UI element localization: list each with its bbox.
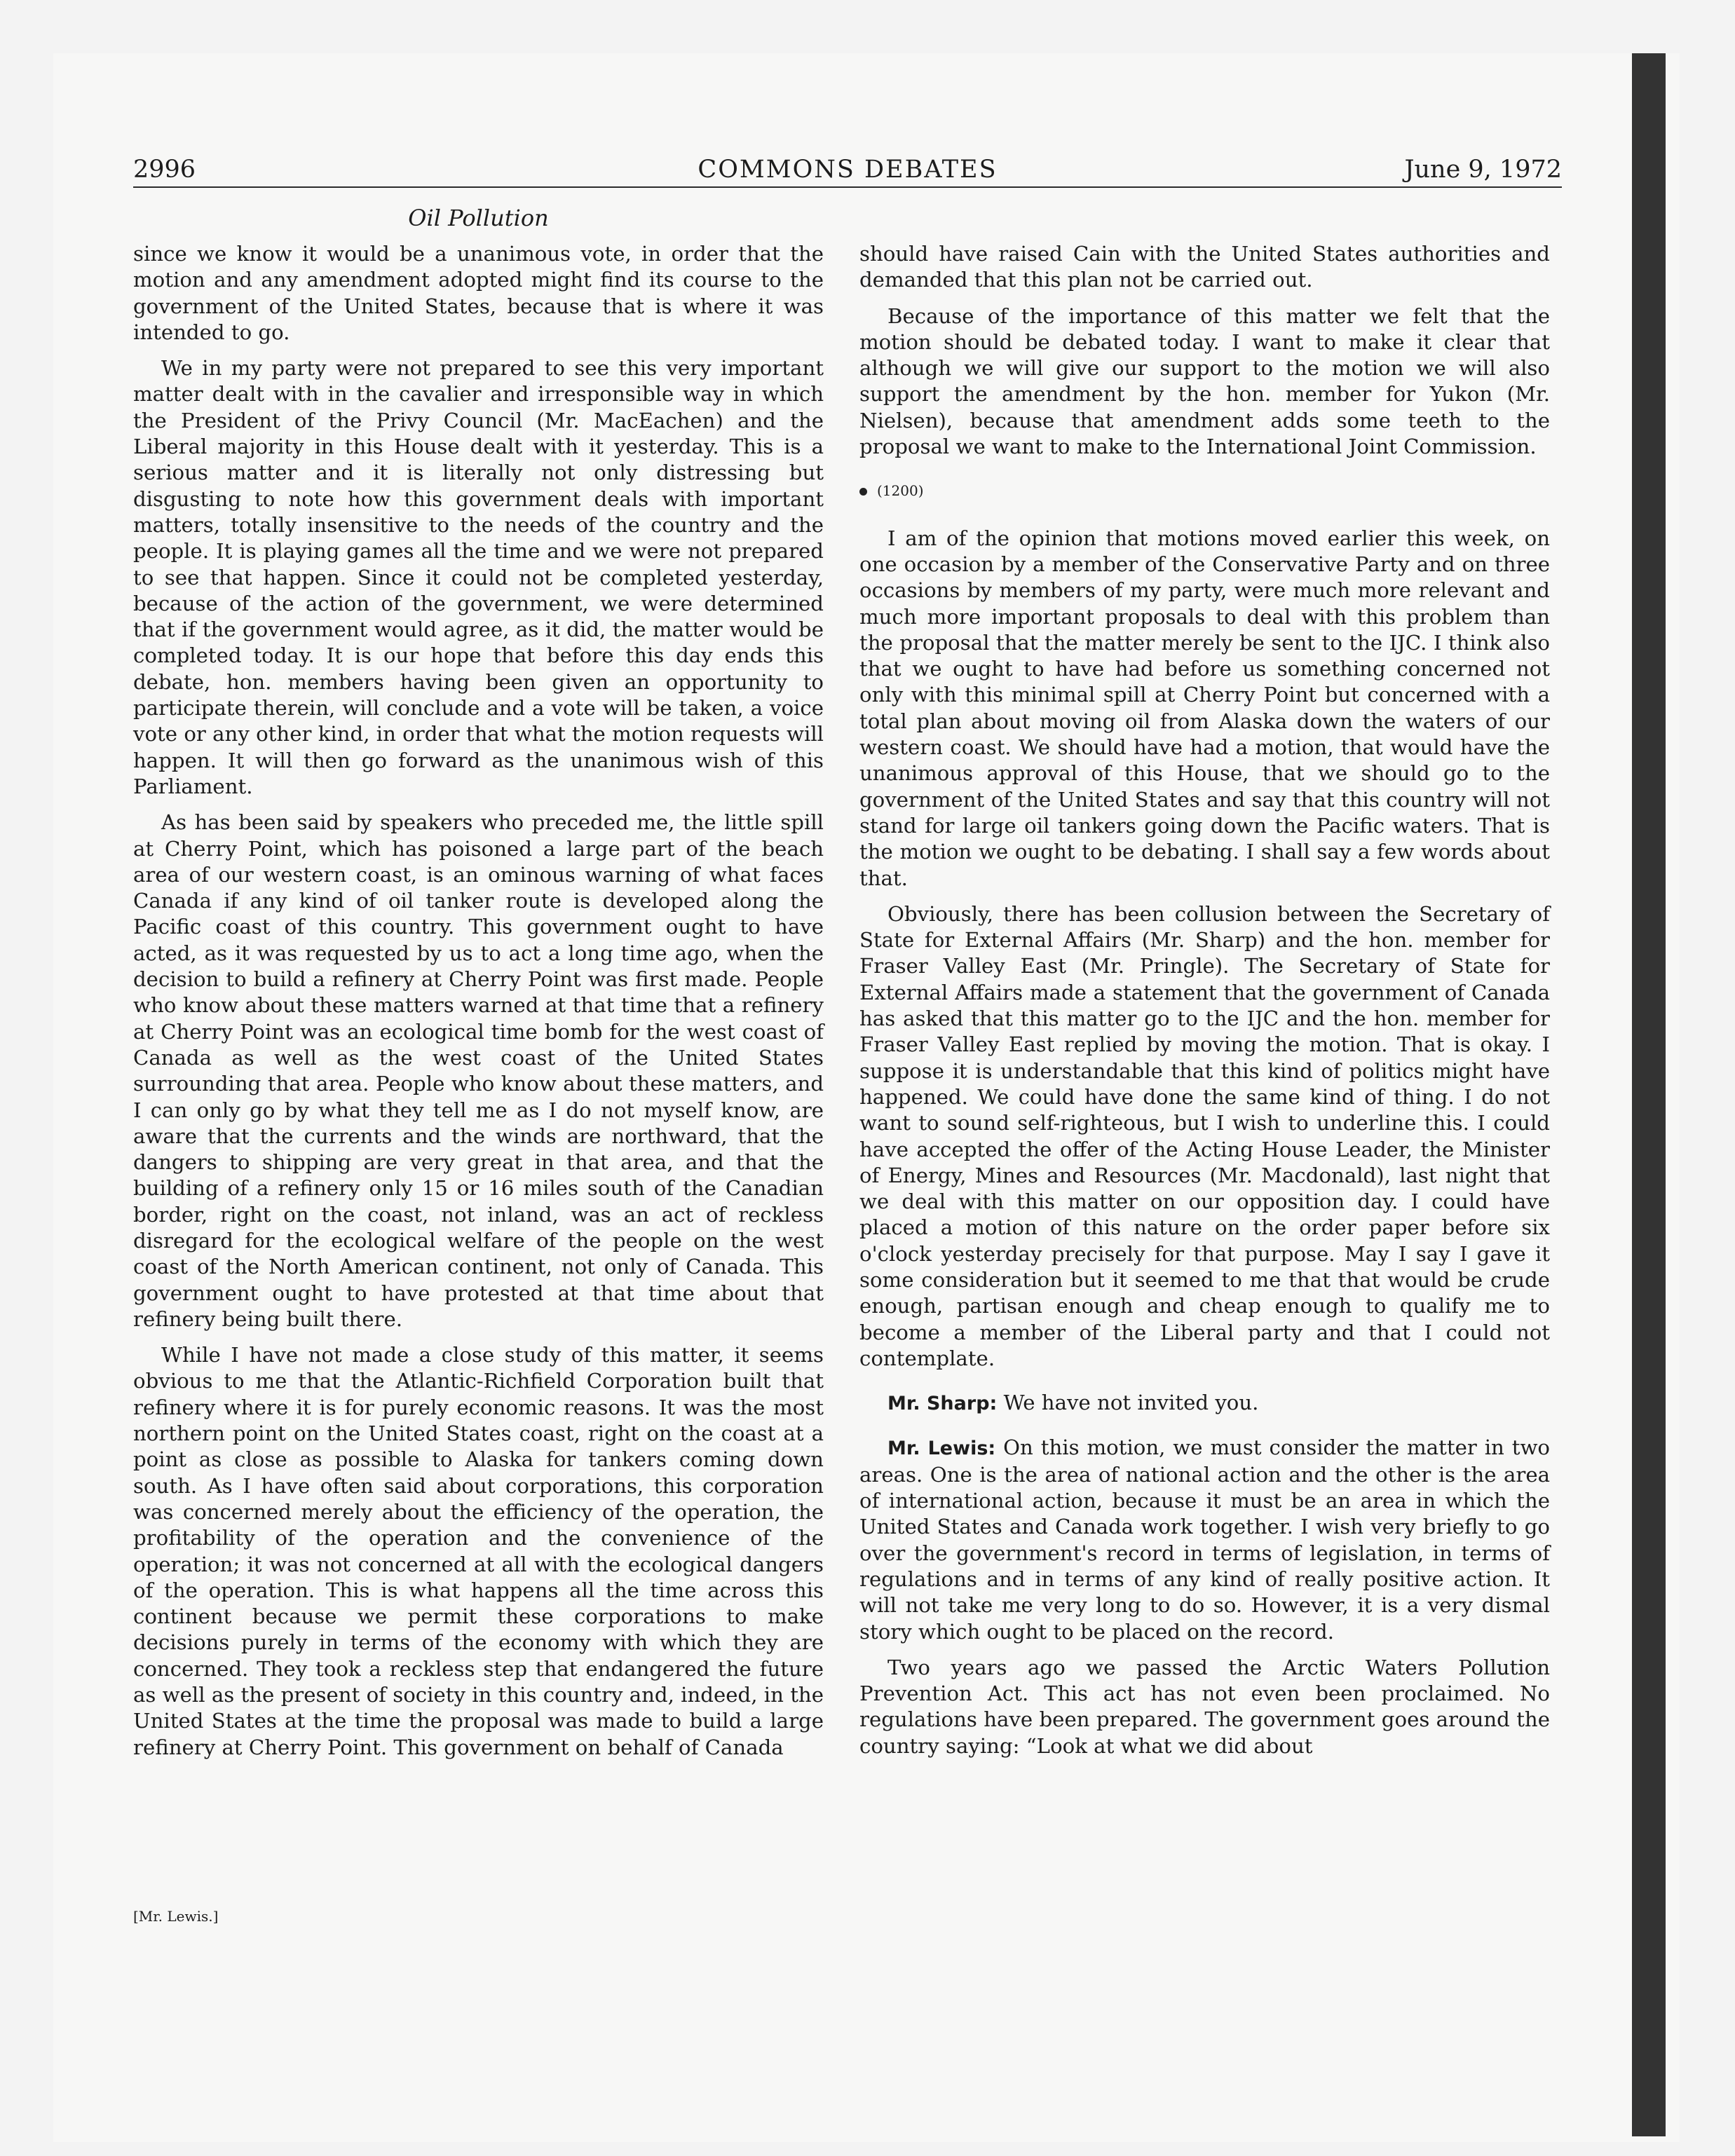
paragraph: We in my party were not prepared to see this very important matter dealt with in the cavalier and irresponsible way in which the President of the Privy Council (Mr. MacEachen) and the Liberal majority in this House dealt with it yesterday. This is a serious matter and it is literally not only distressing but disgusting to note how this government deals with important matters, totally insensitive to the needs of the country and the people. It is playing games all the time and we were not prepared to see that happen. Since it could not be completed yesterday, because of the action of the government, we were determined that if the government would agree, as it did, the matter would be completed today. It is our hope that before this day ends this debate, hon. members having been given an opportunity to participate therein, will conclude and a vote will be taken, a voice vote or any other kind, in order that what the motion requests will happen. It will then go forward as the unanimous wish of this Parliament. bbox=[133, 356, 824, 798]
speech-text: We have not invited you. bbox=[1003, 1391, 1259, 1415]
speech-sharp bbox=[859, 1390, 1550, 1417]
paragraph: should have raised Cain with the United States authorities and demanded that this plan not be carried out. bbox=[859, 242, 1550, 292]
page-number: 2996 bbox=[133, 156, 196, 184]
right-column bbox=[859, 241, 1550, 1769]
publication-date: June 9, 1972 bbox=[1404, 156, 1562, 184]
page-header bbox=[133, 150, 1562, 188]
speech-lewis bbox=[859, 1435, 1550, 1644]
left-column bbox=[133, 241, 824, 1770]
section-title: Oil Pollution bbox=[408, 205, 549, 231]
speaker-name: Mr. Sharp: bbox=[887, 1393, 998, 1415]
publication-title: COMMONS DEBATES bbox=[698, 156, 998, 184]
paragraph: As has been said by speakers who preceded me, the little spill at Cherry Point, which has poisoned a large part of the beach area of our western coast, is an ominous warning of what faces Canada if any kind of oil tanker route is developed along the Pacific coast of this country. This government ought to have acted, as it was requested by us to act a long time ago, when the decision to build a refinery at Cherry Point was first made. People who know about these matters warned at that time that a refinery at Cherry Point was an ecological time bomb for the west coast of Canada as well as the west coast of the United States surrounding that area. People who know about these matters, and I can only go by what they tell me as I do not myself know, are aware that the currents and the winds are northward, that the dangers to shipping are very great in that area, and that the building of a refinery only 15 or 16 miles south of the Canadian border, right on the coast, not inland, was an act of reckless disregard for the ecological welfare of the people on the west coast of the North American continent, not only of Canada. This government ought to have protested at that time about that refinery being built there. bbox=[133, 810, 824, 1331]
time-marker bbox=[859, 478, 1550, 504]
paragraph: since we know it would be a unanimous vote, in order that the motion and any amendment adopted might find its course to the government of the United States, because that is where it was intended to go. bbox=[133, 242, 824, 344]
time-marker-text: (1200) bbox=[877, 482, 924, 500]
speech-text: On this motion, we must consider the matter in two areas. One is the area of national action and the other is the area of international action, because it must be an area in which the United States and Canada work together. I wish very briefly to go over the government's record in terms of legislation, in terms of regulations and in terms of any kind of really positive action. It will not take me very long to do so. However, it is a very dismal story which ought to be placed on the record. bbox=[859, 1435, 1551, 1644]
paragraph: Two years ago we passed the Arctic Waters Pollution Prevention Act. This act has not even been proclaimed. No regulations have been prepared. The government goes around the country saying: “Look at what we did about bbox=[859, 1655, 1550, 1758]
speaker-attribution: [Mr. Lewis.] bbox=[133, 1908, 219, 1925]
speaker-name: Mr. Lewis: bbox=[887, 1438, 996, 1460]
paragraph: Obviously, there has been collusion between the Secretary of State for External Affairs (Mr. Sharp) and the hon. member for Fraser Valley East (Mr. Pringle). The Secretary of State for External Affairs made a statement that the government of Canada has asked that this matter go to the IJC and the hon. member for Fraser Valley East replied by moving the motion. That is okay. I suppose it is understandable that this kind of politics might have happened. We could have done the same kind of thing. I do not want to sound self-righteous, but I wish to underline this. I could have accepted the offer of the Acting House Leader, the Minister of Energy, Mines and Resources (Mr. Macdonald), last night that we deal with this matter on our opposition day. I could have placed a motion of this nature on the order paper before six o'clock yesterday precisely for that purpose. May I say I gave it some consideration but it seemed to me that that would be crude enough, partisan enough and cheap enough to qualify me to become a member of the Liberal party and that I could not contemplate. bbox=[859, 901, 1550, 1370]
paragraph: I am of the opinion that motions moved earlier this week, on one occasion by a member of the Conservative Party and on three occasions by members of my party, were much more relevant and much more important proposals to deal with this problem than the proposal that the matter merely be sent to the IJC. I think also that we ought to have had before us something concerned not only with this minimal spill at Cherry Point but concerned with a total plan about moving oil from Alaska down the waters of our western coast. We should have had a motion, that would have the unanimous approval of this House, that we should go to the government of the United States and say that this country will not stand for large oil tankers going down the Pacific waters. That is the motion we ought to be debating. I shall say a few words about that. bbox=[859, 526, 1550, 890]
bullet-icon bbox=[859, 488, 867, 496]
paragraph: While I have not made a close study of this matter, it seems obvious to me that the Atlantic-Richfield Corporation built that refinery where it is for purely economic reasons. It was the most northern point on the United States coast, right on the coast at a point as close as possible to Alaska for tankers coming down south. As I have often said about corporations, this corporation was concerned merely about the efficiency of the operation, the profitability of the operation and the convenience of the operation; it was not concerned at all with the ecological dangers of the operation. This is what happens all the time across this continent because we permit these corporations to make decisions purely in terms of the economy with which they are concerned. They took a reckless step that endangered the future as well as the present of society in this country and, indeed, in the United States at the time the proposal was made to build a large refinery at Cherry Point. This government on behalf of Canada bbox=[133, 1343, 824, 1759]
paragraph: Because of the importance of this matter we felt that the motion should be debated today. I want to make it clear that although we will give our support to the motion we will also support the amendment by the hon. member for Yukon (Mr. Nielsen), because that amendment adds some teeth to the proposal we want to make to the International Joint Commission. bbox=[859, 303, 1550, 459]
scan-edge-shadow bbox=[1632, 53, 1666, 2136]
